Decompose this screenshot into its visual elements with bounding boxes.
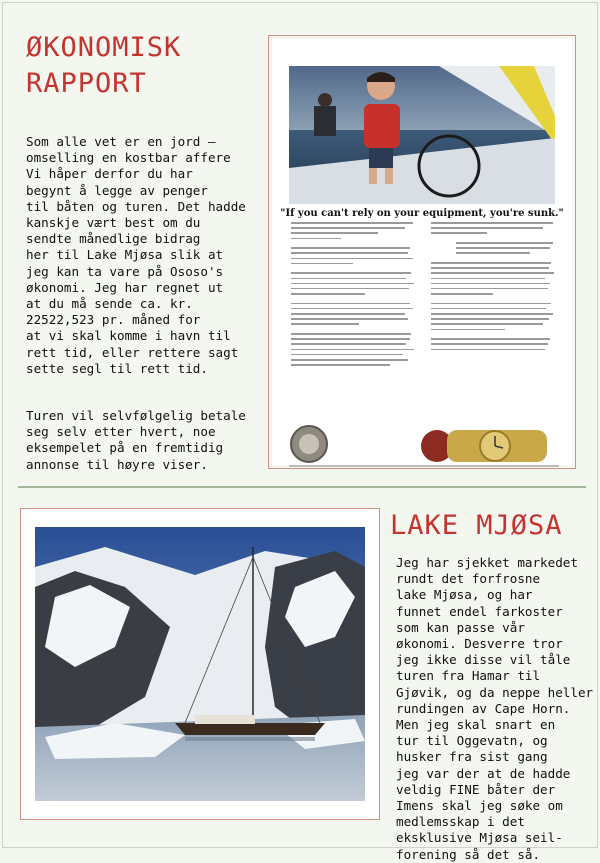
arctic-sailboat-photo-frame bbox=[20, 508, 380, 820]
advert-reference-paragraph: Turen vil selvfølgelig betale seg selv etter hvert, noe eksempelet på en fremtidig annonse til høyre viser. bbox=[26, 408, 246, 472]
section-divider bbox=[18, 486, 586, 488]
watch-and-seal-image bbox=[289, 424, 559, 464]
heading-line-1: ØKONOMISK bbox=[26, 32, 182, 63]
lake-mjosa-paragraph: Jeg har sjekket markedet rundt det forfrosne lake Mjøsa, og har funnet endel farkoster som kan passe vår økonomi. Desverre tror jeg ikke disse vil tåle turen fra Hamar til Gjøvik, og da neppe heller rundingen av Cape Horn. Men jeg skal snart en tur til Oggevatn, og husker fra sist gang jeg var der at de hadde veldig FINE båter der Imens skal jeg søke om medlemsskap i det eksklusive Mjøsa seil- forening så det så. bbox=[396, 555, 594, 862]
rolex-advertisement bbox=[268, 35, 576, 469]
lake-mjosa-heading: LAKE MJØSA bbox=[390, 510, 563, 541]
advert-footer-rule bbox=[289, 465, 559, 467]
arctic-sailboat-photo bbox=[35, 527, 365, 801]
heading-line-2: RAPPORT bbox=[26, 68, 147, 99]
economy-report-heading bbox=[26, 30, 181, 102]
advert-body-text bbox=[291, 222, 555, 418]
advert-column-right bbox=[431, 222, 555, 354]
sailing-boy-photo bbox=[289, 66, 555, 204]
advert-column-left bbox=[291, 222, 415, 369]
advert-headline: "If you can't rely on your equipment, you're sunk." bbox=[280, 208, 564, 219]
economy-paragraph: Som alle vet er en jord – omselling en kostbar affere Vi håper derfor du har begynt å legge av penger til båten og turen. Det hadde kanskje vært best om du sendte månedlige bidrag her til Lake Mjøsa slik at jeg kan ta vare på Ososo's økonomi. Jeg har regnet ut at du må sende ca. kr. 22522,523 pr. måned for at vi skal komme i havn til rett tid, eller rettere sagt sette segl til rett tid. bbox=[26, 134, 246, 376]
